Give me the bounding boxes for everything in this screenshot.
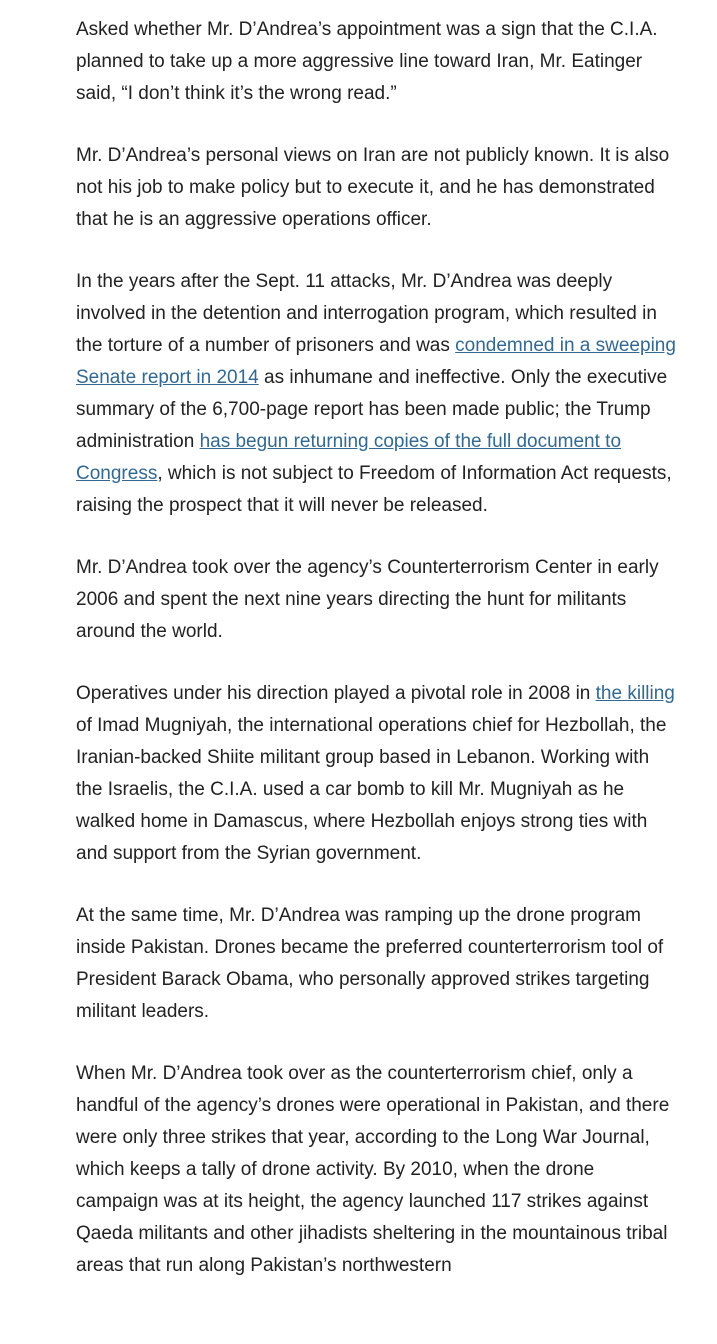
the-killing-link[interactable]: the killing xyxy=(595,683,675,704)
paragraph-eatinger-quote xyxy=(76,14,676,110)
paragraph-text: Mr. D’Andrea’s personal views on Iran are not publicly known. It is also not his job to make policy but to execute it, and he has demonstrated that he is an aggressive operations officer. xyxy=(76,145,670,230)
paragraph-text: as inhumane and ineffective. Only the executive summary of the 6,700-page report has been made public; the Trump administration xyxy=(76,367,668,452)
full-document-link[interactable]: has begun returning copies of the full document to Congress xyxy=(76,431,622,484)
paragraph-text: At the same time, Mr. D’Andrea was ramping up the drone program inside Pakistan. Drones became the preferred counterterrorism tool of President Barack Obama, who personally approved strikes targeting militant leaders. xyxy=(76,905,664,1022)
paragraph-text: of Imad Mugniyah, the international operations chief for Hezbollah, the Iranian-backed Shiite militant group based in Lebanon. Working with the Israelis, the C.I.A. used a car bomb to kill Mr. Mugniyah as he walked home in Damascus, where Hezbollah enjoys strong ties with and support from the Syrian government. xyxy=(76,715,667,864)
paragraph-detention-program xyxy=(76,266,676,522)
paragraph-text: Operatives under his direction played a pivotal role in 2008 in xyxy=(76,683,596,704)
paragraph-text: Asked whether Mr. D’Andrea’s appointment was a sign that the C.I.A. planned to take up a more aggressive line toward Iran, Mr. Eatinger said, “I don’t think it’s the wrong read.” xyxy=(76,19,658,104)
paragraph-drone-program xyxy=(76,900,676,1028)
article-body xyxy=(76,14,676,1312)
senate-report-link[interactable]: condemned in a sweeping Senate report in 2014 xyxy=(76,335,676,388)
paragraph-counterterrorism-center xyxy=(76,552,676,648)
paragraph-drone-strikes xyxy=(76,1058,676,1282)
paragraph-mugniyah xyxy=(76,678,676,870)
paragraph-text: In the years after the Sept. 11 attacks, Mr. D’Andrea was deeply involved in the detention and interrogation program, which resulted in the torture of a number of prisoners and was xyxy=(76,271,657,356)
paragraph-text: , which is not subject to Freedom of Information Act requests, raising the prospect that it will never be released. xyxy=(76,463,672,516)
paragraph-text: When Mr. D’Andrea took over as the counterterrorism chief, only a handful of the agency’s drones were operational in Pakistan, and there were only three strikes that year, according to the Long War Journal, which keeps a tally of drone activity. By 2010, when the drone campaign was at its height, the agency launched 117 strikes against Qaeda militants and other jihadists sheltering in the mountainous tribal areas that run along Pakistan’s northwestern xyxy=(76,1063,670,1276)
paragraph-views-on-iran xyxy=(76,140,676,236)
paragraph-text: Mr. D’Andrea took over the agency’s Counterterrorism Center in early 2006 and spent the next nine years directing the hunt for militants around the world. xyxy=(76,557,659,642)
